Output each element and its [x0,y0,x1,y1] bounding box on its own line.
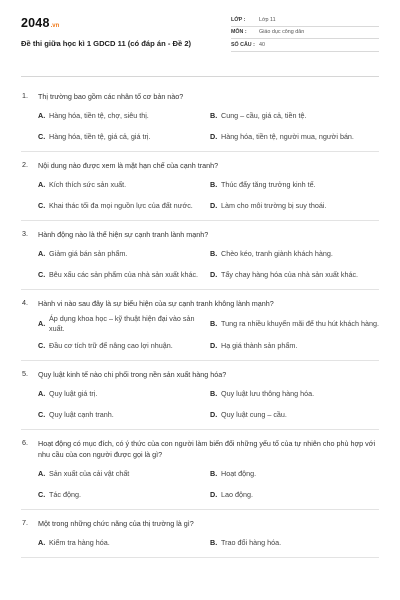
meta-label: MÔN : [231,29,247,36]
option-letter: C. [38,410,46,419]
question-2 [21,152,379,221]
answer-option[interactable] [210,266,379,283]
logo-number: 2048 [21,16,50,30]
option-text: Lao động. [221,489,253,499]
meta-row-subject [231,27,379,40]
answer-option[interactable] [38,128,210,145]
question-6 [21,430,379,510]
answer-options [21,465,379,503]
option-text: Áp dụng khoa học – kỹ thuật hiện đại vào sản xuất. [49,314,195,333]
option-text: Quy luật cung – cầu. [221,409,287,419]
answer-option[interactable] [38,465,210,482]
option-letter: D. [210,132,218,141]
answer-option[interactable] [38,337,210,354]
option-letter: B. [210,469,218,478]
answer-option[interactable] [210,176,379,193]
answer-option[interactable] [210,486,379,503]
option-text: Quy luật giá trị. [49,388,98,398]
option-text: Tẩy chay hàng hóa của nhà sản xuất khác. [221,269,359,279]
option-letter: A. [38,111,46,120]
answer-option[interactable] [210,245,379,262]
answer-options [21,107,379,145]
question-number: 6. [22,438,28,447]
option-text: Kích thích sức sản xuất. [49,179,127,189]
question-number: 3. [22,229,28,238]
answer-option[interactable] [38,406,210,423]
option-text: Quy luật lưu thông hàng hóa. [221,388,315,398]
option-letter: A. [38,538,46,547]
question-header [21,91,379,102]
question-header [21,298,379,309]
option-letter: D. [210,490,218,499]
meta-value: 40 [259,41,265,48]
question-header [21,160,379,171]
option-letter: A. [38,180,46,189]
site-logo[interactable] [21,16,191,30]
meta-label: LỚP : [231,16,246,23]
option-letter: B. [210,111,218,120]
question-3 [21,221,379,290]
answer-option[interactable] [210,128,379,145]
answer-options [21,385,379,423]
option-text: Sản xuất của cải vật chất [49,468,130,478]
meta-value: Giáo dục công dân [259,29,305,36]
option-letter: C. [38,201,46,210]
option-text: Hạ giá thành sản phẩm. [221,340,298,350]
answer-option[interactable] [38,266,210,283]
question-header [21,369,379,380]
option-letter: A. [38,469,46,478]
option-letter: D. [210,410,218,419]
option-text: Tác động. [49,489,81,499]
question-text: Hành động nào là thể hiện sự cạnh tranh lành mạnh? [38,230,209,239]
question-text: Hoạt động có mục đích, có ý thức của con người làm biến đổi những yếu tố của tự nhiên cho phù hợp với nhu cầu của con người được gọi là gì? [38,439,376,459]
question-number: 1. [22,91,28,100]
option-letter: A. [38,389,46,398]
answer-option[interactable] [210,107,379,124]
answer-option[interactable] [38,197,210,214]
question-4 [21,290,379,361]
question-number: 4. [22,298,28,307]
question-text: Thị trường bao gồm các nhân tố cơ bản nào? [38,92,184,101]
option-letter: C. [38,490,46,499]
question-1 [21,83,379,152]
meta-row-class [231,14,379,27]
question-header [21,518,379,529]
question-list [21,77,379,558]
option-letter: B. [210,249,218,258]
answer-option[interactable] [210,337,379,354]
question-number: 5. [22,369,28,378]
question-text: Quy luật kinh tế nào chi phối trong nền sản xuất hàng hóa? [38,370,227,379]
question-text: Nội dung nào được xem là mặt hạn chế của cạnh tranh? [38,161,219,170]
option-letter: C. [38,341,46,350]
question-text: Hành vi nào sau đây là sự biểu hiện của sự cạnh tranh không lành mạnh? [38,299,274,308]
option-text: Khai thác tối đa mọi nguồn lực của đất nước. [49,200,193,210]
option-text: Hàng hóa, tiền tệ, giá cả, giá trị. [49,131,151,141]
meta-label: SỐ CÂU : [231,41,255,48]
option-text: Chèo kéo, tranh giành khách hàng. [221,248,333,258]
option-letter: C. [38,132,46,141]
option-letter: A. [38,319,46,328]
answer-option[interactable] [38,385,210,402]
answer-option[interactable] [210,385,379,402]
question-text: Một trong những chức năng của thị trường là gì? [38,519,194,528]
option-letter: B. [210,538,218,547]
logo-tld: .vn [50,23,60,29]
answer-options [21,314,379,354]
option-text: Hàng hóa, tiền tệ, chợ, siêu thị. [49,110,149,120]
answer-options [21,245,379,283]
answer-option[interactable] [210,197,379,214]
page-header [21,12,379,68]
option-text: Làm cho môi trường bị suy thoái. [221,200,327,210]
option-letter: B. [210,319,218,328]
answer-option[interactable] [210,534,379,551]
option-text: Thúc đẩy tăng trưởng kinh tế. [221,179,316,189]
answer-option[interactable] [210,314,379,333]
option-letter: D. [210,341,218,350]
option-text: Giảm giá bán sản phẩm. [49,248,128,258]
option-letter: B. [210,389,218,398]
answer-option[interactable] [38,486,210,503]
meta-row-count [231,39,379,52]
option-text: Trao đổi hàng hóa. [221,537,282,547]
option-text: Bêu xấu các sản phẩm của nhà sản xuất khác. [49,269,199,279]
answer-option[interactable] [38,107,210,124]
answer-options [21,176,379,214]
option-letter: D. [210,270,218,279]
question-header [21,438,379,460]
answer-option[interactable] [38,314,210,333]
answer-option[interactable] [38,245,210,262]
page-title: Đề thi giữa học kì 1 GDCD 11 (có đáp án - Đề 2) [21,39,192,48]
option-text: Tung ra nhiều khuyến mãi để thu hút khách hàng. [221,318,379,328]
answer-option[interactable] [38,534,210,551]
answer-option[interactable] [210,465,379,482]
option-text: Cung – cầu, giá cả, tiền tệ. [221,110,307,120]
answer-option[interactable] [38,176,210,193]
exam-meta-table [231,14,379,68]
option-text: Quy luật cạnh tranh. [49,409,114,419]
header-left [21,12,191,68]
question-5 [21,361,379,430]
question-number: 2. [22,160,28,169]
option-text: Kiểm tra hàng hóa. [49,537,110,547]
option-letter: A. [38,249,46,258]
option-text: Hàng hóa, tiền tệ, người mua, người bán. [221,131,354,141]
option-text: Đầu cơ tích trữ để nâng cao lợi nhuận. [49,340,173,350]
answer-option[interactable] [210,406,379,423]
question-7 [21,510,379,558]
option-text: Hoạt động. [221,468,257,478]
option-letter: C. [38,270,46,279]
option-letter: D. [210,201,218,210]
option-letter: B. [210,180,218,189]
question-header [21,229,379,240]
answer-options [21,534,379,551]
meta-value: Lớp 11 [259,16,276,23]
question-number: 7. [22,518,28,527]
